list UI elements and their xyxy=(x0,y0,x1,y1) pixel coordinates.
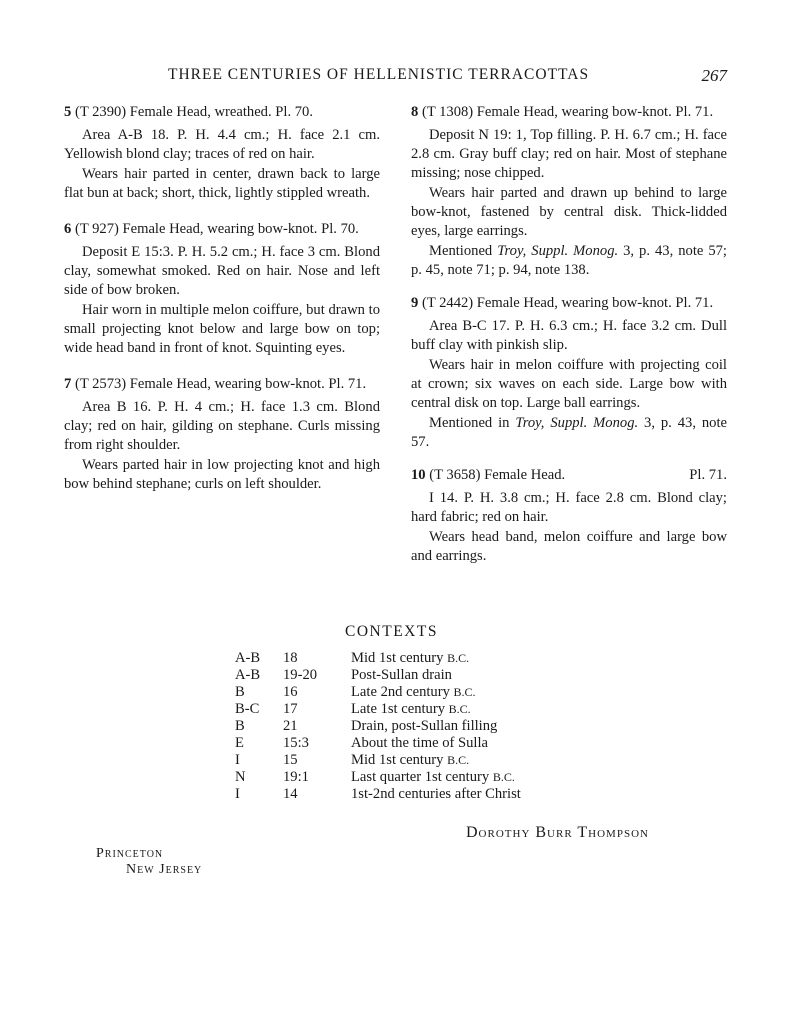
entry-description: Area B 16. P. H. 4 cm.; H. face 1.3 cm. Blond clay; red on hair, gilding on stephane. Curls missing from right shoulder. xyxy=(64,399,380,453)
entry-heading xyxy=(411,294,727,313)
entry-description: Deposit E 15:3. P. H. 5.2 cm.; H. face 3 cm. Blond clay, somewhat smoked. Red on hair. Nose and left side of bow broken. xyxy=(64,244,380,298)
entry-title: (T 3658) Female Head. xyxy=(429,467,566,483)
entry-heading xyxy=(411,466,727,485)
entry-heading xyxy=(64,103,380,122)
context-date xyxy=(351,786,521,803)
context-area: N xyxy=(235,769,246,785)
context-era: B.C. xyxy=(453,685,476,699)
entry-plate: Pl. 71. xyxy=(675,295,714,311)
context-deposit: 15:3 xyxy=(283,735,309,751)
entry-number: 6 xyxy=(64,221,72,237)
context-era: B.C. xyxy=(492,770,515,784)
entry-title: (T 2442) Female Head, wearing bow-knot. xyxy=(421,295,672,311)
contexts-title: CONTEXTS xyxy=(345,623,438,640)
catalogue-entry-6 xyxy=(64,220,380,358)
entry-mention: Mentioned Troy, Suppl. Monog. 3, p. 43, note 57; p. 45, note 71; p. 94, note 138. xyxy=(411,243,727,278)
entry-title: (T 2390) Female Head, wreathed. xyxy=(74,104,272,120)
context-date xyxy=(351,718,521,735)
entry-number: 7 xyxy=(64,376,72,392)
entry-plate: Pl. 71. xyxy=(328,376,367,392)
context-area: B-C xyxy=(235,701,260,717)
context-deposit: 16 xyxy=(283,684,298,700)
catalogue-entry-7 xyxy=(64,375,380,494)
contexts-row xyxy=(235,650,521,667)
context-date-text: Post-Sullan drain xyxy=(351,667,452,683)
entry-description: Hair worn in multiple melon coiffure, but drawn to small projecting knot below and large bow on top; wide head band in front of knot. Squinting eyes. xyxy=(64,302,380,356)
catalogue-entry-9 xyxy=(411,294,727,452)
entry-number: 5 xyxy=(64,104,72,120)
entry-plate: Pl. 71. xyxy=(689,467,727,483)
entry-description: Deposit N 19: 1, Top filling. P. H. 6.7 cm.; H. face 2.8 cm. Gray buff clay; red on hair. Most of stephane missing; nose chipped. xyxy=(411,127,727,181)
context-date-text: Late 2nd century xyxy=(351,684,450,700)
entry-heading xyxy=(64,220,380,239)
entry-description: Wears hair parted in center, drawn back to large flat bun at back; short, thick, lightly stippled wreath. xyxy=(64,166,380,201)
left-column xyxy=(64,103,380,508)
contexts-row xyxy=(235,735,521,752)
author-signature: Dorothy Burr Thompson xyxy=(466,824,649,841)
context-date xyxy=(351,752,521,769)
catalogue-entry-10 xyxy=(411,466,727,566)
right-column xyxy=(411,103,727,580)
page-number: 267 xyxy=(701,66,727,85)
context-date-text: Mid 1st century xyxy=(351,752,444,768)
context-era: B.C. xyxy=(448,702,471,716)
entry-mention: Mentioned in Troy, Suppl. Monog. 3, p. 43, note 57. xyxy=(411,415,727,450)
context-deposit: 14 xyxy=(283,786,298,802)
entry-heading xyxy=(64,375,380,394)
contexts-row xyxy=(235,701,521,718)
context-area: I xyxy=(235,786,240,802)
entry-description: Wears hair parted and drawn up behind to large bow-knot, fastened by central disk. Thick-lidded eyes, large earrings. xyxy=(411,185,727,239)
context-area: A-B xyxy=(235,667,261,683)
contexts-row xyxy=(235,684,521,701)
entry-plate: Pl. 71. xyxy=(675,104,714,120)
context-area: B xyxy=(235,718,245,734)
context-date-text: Late 1st century xyxy=(351,701,446,717)
context-deposit: 21 xyxy=(283,718,298,734)
contexts-row xyxy=(235,752,521,769)
publication-title: Troy, Suppl. Monog. xyxy=(497,243,619,259)
context-area: E xyxy=(235,735,244,751)
context-deposit: 18 xyxy=(283,650,298,666)
context-date xyxy=(351,684,521,701)
entry-number: 10 xyxy=(411,467,426,483)
entry-heading xyxy=(411,103,727,122)
entry-description: I 14. P. H. 3.8 cm.; H. face 2.8 cm. Blond clay; hard fabric; red on hair. xyxy=(411,490,727,525)
running-title: THREE CENTURIES OF HELLENISTIC TERRACOTTAS xyxy=(168,66,590,83)
contexts-row xyxy=(235,786,521,803)
context-deposit: 17 xyxy=(283,701,298,717)
affiliation-state: New Jersey xyxy=(126,862,203,877)
entry-plate: Pl. 70. xyxy=(275,104,314,120)
entry-plate: Pl. 70. xyxy=(321,221,359,237)
context-date xyxy=(351,701,521,718)
context-area: B xyxy=(235,684,245,700)
catalogue-entry-8 xyxy=(411,103,727,280)
context-deposit: 19-20 xyxy=(283,667,318,683)
contexts-row xyxy=(235,718,521,735)
context-era: B.C. xyxy=(447,651,470,665)
contexts-row xyxy=(235,667,521,684)
entry-number: 8 xyxy=(411,104,419,120)
entry-description: Wears head band, melon coiffure and large bow and earrings. xyxy=(411,529,727,564)
publication-title: Troy, Suppl. Monog. xyxy=(515,415,639,431)
entry-title: (T 2573) Female Head, wearing bow-knot. xyxy=(74,376,325,392)
context-date-text: Mid 1st century xyxy=(351,650,444,666)
entry-description: Area A-B 18. P. H. 4.4 cm.; H. face 2.1 cm. Yellowish blond clay; traces of red on hair. xyxy=(64,127,380,162)
context-area: I xyxy=(235,752,240,768)
context-date xyxy=(351,650,521,667)
entry-description: Area B-C 17. P. H. 6.3 cm.; H. face 3.2 cm. Dull buff clay with pinkish slip. xyxy=(411,318,727,353)
context-era: B.C. xyxy=(447,753,470,767)
context-date xyxy=(351,735,521,752)
context-date xyxy=(351,667,521,684)
context-date-text: Last quarter 1st century xyxy=(351,769,490,785)
entry-title: (T 1308) Female Head, wearing bow-knot. xyxy=(421,104,672,120)
context-deposit: 19:1 xyxy=(283,769,309,785)
context-date-text: Drain, post-Sullan filling xyxy=(351,718,498,734)
entry-description: Wears parted hair in low projecting knot and high bow behind stephane; curls on left shoulder. xyxy=(64,457,380,492)
context-deposit: 15 xyxy=(283,752,298,768)
context-date xyxy=(351,769,521,786)
context-date-text: 1st-2nd centuries after Christ xyxy=(351,786,521,802)
affiliation-city: Princeton xyxy=(96,846,164,861)
contexts-table xyxy=(235,650,521,803)
running-head xyxy=(60,66,727,90)
catalogue-entry-5 xyxy=(64,103,380,203)
contexts-row xyxy=(235,769,521,786)
entry-number: 9 xyxy=(411,295,419,311)
entry-title: (T 927) Female Head, wearing bow-knot. xyxy=(74,221,318,237)
context-date-text: About the time of Sulla xyxy=(351,735,489,751)
context-area: A-B xyxy=(235,650,261,666)
entry-description: Wears hair in melon coiffure with projecting coil at crown; six waves on each side. Large bow with central disk on top. Large ball earrings. xyxy=(411,357,727,411)
